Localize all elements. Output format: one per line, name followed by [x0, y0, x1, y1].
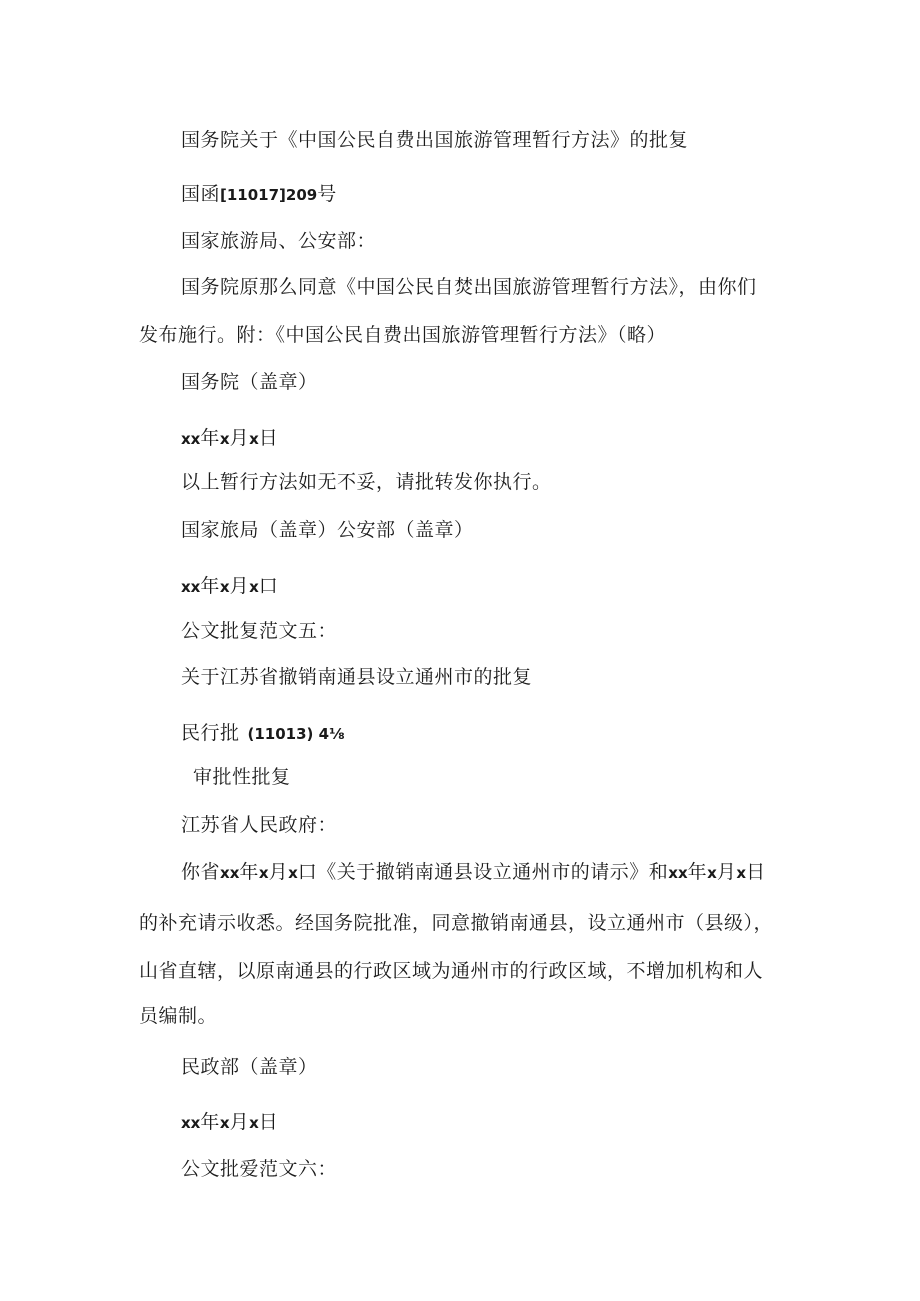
document-number: [181, 182, 337, 207]
sample-title: 关于江苏省撤销南通县设立通州市的批复: [181, 666, 533, 688]
date-line: xx年x月x日: [181, 1111, 279, 1133]
body-paragraph-line: 发布施行。附：《中国公民自费出国旅游管理暂行方法》（略）: [139, 324, 667, 346]
date-line: xx年x月x日: [181, 427, 279, 449]
sample-body-line: 员编制。: [139, 1005, 218, 1027]
signature-ministry: 民政部（盖章）: [181, 1056, 318, 1078]
sample-body-line: 山省直辖，以原南通县的行政区域为通州市的行政区域，不增加机构和人: [139, 960, 764, 982]
doc-number-prefix: 国函: [181, 183, 221, 205]
sample-body-line: 的补充请示收悉。经国务院批准，同意撤销南通县，设立通州市（县级），: [139, 912, 774, 934]
sample-heading: 公文批复范文五：: [181, 620, 338, 642]
doc-number-code: [11017]209: [220, 186, 318, 204]
sample-addressee: 江苏省人民政府：: [181, 814, 338, 836]
sample-body-line: 你省xx年x月x口《关于撤销南通县设立通州市的请示》和xx年x月x日: [181, 861, 766, 883]
sample-heading: 公文批爱范文六：: [181, 1158, 338, 1180]
date-line: xx年x月x口: [181, 575, 279, 597]
signature-joint: 国家旅局（盖章）公安部（盖章）: [181, 519, 474, 541]
body-paragraph-line: 国务院原那么同意《中国公民自焚出国旅游管理暂行方法》，由你们: [181, 276, 757, 298]
document-title: 国务院关于《中国公民自费出国旅游管理暂行方法》的批复: [181, 129, 689, 151]
doc-number-suffix: 号: [317, 183, 337, 205]
sample-number: 民行批 (11013) 4⅛: [181, 722, 345, 744]
reply-type: 审批性批复: [193, 766, 291, 788]
signature-state-council: 国务院（盖章）: [181, 371, 318, 393]
request-text: 以上暂行方法如无不妥，请批转发你执行。: [181, 471, 552, 493]
addressee: 国家旅游局、公安部：: [181, 230, 377, 252]
